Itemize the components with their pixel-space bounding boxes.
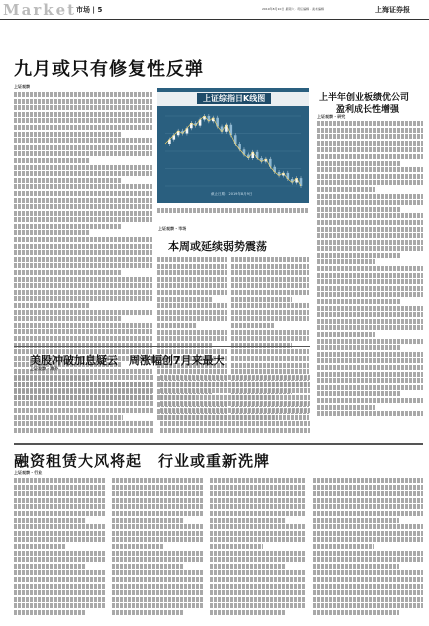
text-line <box>317 378 423 383</box>
section-name: 市场 | 5 <box>76 6 103 14</box>
text-line <box>112 511 204 516</box>
text-line <box>317 299 400 304</box>
text-line <box>313 590 423 595</box>
text-line <box>112 610 184 615</box>
text-line <box>317 332 375 337</box>
text-line <box>210 590 306 595</box>
text-line <box>160 401 310 406</box>
text-line <box>14 603 106 608</box>
text-line <box>317 207 400 212</box>
text-line <box>112 590 204 595</box>
text-line <box>14 171 152 176</box>
text-line <box>112 531 204 536</box>
text-line <box>14 408 154 413</box>
text-line <box>14 590 106 595</box>
text-line <box>231 270 309 275</box>
text-line <box>14 610 86 615</box>
text-line <box>313 498 423 503</box>
text-line <box>14 382 154 387</box>
text-line <box>210 551 306 556</box>
text-line <box>317 398 423 403</box>
text-line <box>14 524 106 529</box>
text-line <box>313 537 423 542</box>
text-line <box>210 504 306 509</box>
text-line <box>14 557 106 562</box>
text-line <box>14 421 154 426</box>
text-line <box>231 356 309 361</box>
text-line <box>210 478 306 483</box>
lead-byline: 上证观察 <box>14 84 30 89</box>
text-line <box>14 303 90 308</box>
text-line <box>14 544 65 549</box>
text-line <box>313 531 423 536</box>
text-line <box>14 551 106 556</box>
text-line <box>160 382 310 387</box>
story2-headline: 本周或延续弱势震荡 <box>168 240 267 253</box>
text-line <box>210 498 306 503</box>
text-line <box>157 330 227 335</box>
text-line <box>14 230 90 235</box>
text-line <box>112 491 204 496</box>
story3-byline: 上证观察 · 海外 <box>30 366 59 371</box>
text-line <box>14 491 106 496</box>
text-line <box>112 498 204 503</box>
text-line <box>157 310 227 315</box>
text-line <box>317 325 423 330</box>
text-line <box>313 491 423 496</box>
text-line <box>14 204 152 209</box>
text-line <box>210 597 306 602</box>
text-line <box>14 316 122 321</box>
text-line <box>210 485 306 490</box>
text-line <box>317 385 423 390</box>
text-line <box>231 363 309 368</box>
text-line <box>14 145 152 150</box>
story4-body-b <box>112 478 204 618</box>
text-line <box>14 263 152 268</box>
story3-body-a <box>14 375 154 435</box>
text-line <box>313 557 423 562</box>
text-line <box>317 273 423 278</box>
text-line <box>157 264 227 269</box>
text-line <box>317 279 423 284</box>
text-line <box>231 330 309 335</box>
text-line <box>210 531 306 536</box>
text-line <box>14 105 152 110</box>
text-line <box>14 270 122 275</box>
text-line <box>231 349 309 354</box>
text-line <box>112 551 204 556</box>
text-line <box>157 303 227 308</box>
text-line <box>157 323 196 328</box>
text-line <box>14 504 106 509</box>
text-line <box>317 306 423 311</box>
text-line <box>317 134 423 139</box>
text-line <box>157 369 227 374</box>
text-line <box>112 584 204 589</box>
text-line <box>14 99 152 104</box>
story2-byline: 上证观察 · 市场 <box>158 226 187 231</box>
text-line <box>14 151 152 156</box>
text-line <box>14 178 122 183</box>
text-line <box>14 118 152 123</box>
text-line <box>231 336 309 341</box>
text-line <box>157 277 227 282</box>
story4-body-c <box>210 478 306 618</box>
text-line <box>14 577 106 582</box>
date-line: 2019年8月10日 星期六 · 责任编辑 · 美术编辑 <box>262 7 325 11</box>
text-line <box>157 297 212 302</box>
text-line <box>313 603 423 608</box>
text-line <box>160 388 310 393</box>
text-line <box>14 329 152 334</box>
divider-bottom <box>14 443 423 445</box>
text-line <box>14 296 152 301</box>
text-line <box>14 415 123 420</box>
text-line <box>112 597 204 602</box>
text-line <box>317 266 423 271</box>
text-line <box>317 233 423 238</box>
story4-headline: 融资租赁大风将起 行业或重新洗牌 <box>14 452 271 470</box>
text-line <box>317 187 375 192</box>
text-line <box>313 478 423 483</box>
text-line <box>14 570 106 575</box>
index-chart <box>157 88 309 203</box>
text-line <box>112 564 184 569</box>
story4-body-a <box>14 478 106 618</box>
text-line <box>112 485 204 490</box>
text-line <box>210 518 285 523</box>
text-line <box>313 518 399 523</box>
text-line <box>157 283 227 288</box>
text-line <box>231 310 309 315</box>
text-line <box>231 297 292 302</box>
text-line <box>313 544 374 549</box>
text-line <box>14 132 122 137</box>
text-line <box>231 283 309 288</box>
text-line <box>14 224 122 229</box>
text-line <box>313 504 423 509</box>
text-line <box>210 557 306 562</box>
text-line <box>313 485 423 490</box>
text-line <box>14 92 152 97</box>
text-line <box>14 250 152 255</box>
text-line <box>14 198 152 203</box>
text-line <box>112 478 204 483</box>
story3-headline: 美股冲破加息疑云 周涨幅创7月来最大 <box>30 354 225 367</box>
text-line <box>317 161 400 166</box>
text-line <box>14 531 106 536</box>
text-line <box>210 584 306 589</box>
text-line <box>14 537 106 542</box>
text-line <box>210 524 306 529</box>
text-line <box>317 194 423 199</box>
text-line <box>317 372 423 377</box>
text-line <box>317 358 423 363</box>
text-line <box>317 240 423 245</box>
text-line <box>313 570 423 575</box>
text-line <box>160 421 310 426</box>
divider <box>14 346 310 347</box>
text-line <box>317 411 423 416</box>
text-line <box>317 259 375 264</box>
text-line <box>317 180 423 185</box>
text-line <box>14 277 152 282</box>
text-line <box>231 316 309 321</box>
page-header <box>0 0 429 20</box>
text-line <box>317 253 400 258</box>
text-line <box>160 428 310 433</box>
text-line <box>14 485 106 490</box>
text-line <box>112 603 204 608</box>
text-line <box>14 518 86 523</box>
text-line <box>14 323 152 328</box>
text-line <box>14 191 152 196</box>
text-line <box>14 498 106 503</box>
text-line <box>317 227 423 232</box>
text-line <box>14 184 152 189</box>
right-headline-1: 上半年创业板绩优公司 <box>319 93 410 103</box>
text-line <box>210 491 306 496</box>
text-line <box>231 369 309 374</box>
text-line <box>317 339 423 344</box>
text-line <box>231 323 274 328</box>
text-line <box>210 570 306 575</box>
text-line <box>313 511 423 516</box>
text-line <box>231 303 309 308</box>
text-line <box>157 290 227 295</box>
text-line <box>313 524 423 529</box>
story4-byline: 上证观察 · 行业 <box>14 470 43 475</box>
text-line <box>14 165 152 170</box>
text-line <box>210 610 285 615</box>
text-line <box>14 125 152 130</box>
paper-name: 上海证券报 <box>375 5 410 14</box>
right-headline-2: 盈利成长性增强 <box>336 105 400 115</box>
text-line <box>231 264 309 269</box>
text-line <box>14 237 152 242</box>
text-line <box>14 395 154 400</box>
text-line <box>317 167 423 172</box>
text-line <box>313 564 399 569</box>
text-line <box>317 200 423 205</box>
text-line <box>210 603 306 608</box>
text-line <box>317 319 423 324</box>
text-line <box>160 415 277 420</box>
text-line <box>317 220 423 225</box>
chart-title: 上证综指日K线图 <box>197 93 271 104</box>
section-letters: Market <box>3 1 77 19</box>
text-line <box>317 391 400 396</box>
text-line <box>313 584 423 589</box>
text-line <box>112 524 204 529</box>
text-line <box>231 257 309 262</box>
text-line <box>317 365 423 370</box>
text-line <box>210 564 285 569</box>
text-line <box>14 564 86 569</box>
text-line <box>14 401 154 406</box>
text-line <box>14 112 152 117</box>
text-line <box>317 246 423 251</box>
text-line <box>14 511 106 516</box>
text-line <box>313 577 423 582</box>
text-line <box>313 610 399 615</box>
text-line <box>160 375 310 380</box>
text-line <box>157 316 227 321</box>
text-line <box>210 577 306 582</box>
text-line <box>14 244 152 249</box>
text-line <box>112 557 204 562</box>
text-line <box>317 147 423 152</box>
text-line <box>317 213 423 218</box>
text-line <box>157 257 227 262</box>
text-line <box>317 345 400 350</box>
text-line <box>14 336 152 341</box>
text-line <box>231 277 309 282</box>
text-line <box>317 121 423 126</box>
text-line <box>157 270 227 275</box>
text-line <box>112 504 204 509</box>
text-line <box>313 597 423 602</box>
text-line <box>317 128 423 133</box>
text-line <box>317 312 423 317</box>
story3-body-b <box>160 375 310 435</box>
text-line <box>14 597 106 602</box>
text-line <box>317 174 423 179</box>
text-line <box>157 336 227 341</box>
text-line <box>112 518 184 523</box>
text-line <box>210 537 306 542</box>
right-body <box>317 121 423 421</box>
text-line <box>14 217 152 222</box>
lead-headline: 九月或只有修复性反弹 <box>14 59 204 80</box>
text-line <box>14 584 106 589</box>
text-line <box>14 283 152 288</box>
text-line <box>210 544 263 549</box>
chart-note-body <box>157 208 309 219</box>
story4-body-d <box>313 478 423 618</box>
text-line <box>14 138 152 143</box>
text-line <box>313 551 423 556</box>
text-line <box>14 478 106 483</box>
text-line <box>157 208 309 213</box>
text-line <box>317 141 423 146</box>
text-line <box>210 511 306 516</box>
text-line <box>112 537 204 542</box>
text-line <box>14 428 154 433</box>
text-line <box>14 290 152 295</box>
right-byline: 上证观察 · 研究 <box>317 114 346 119</box>
text-line <box>112 544 163 549</box>
text-line <box>14 310 152 315</box>
text-line <box>317 352 423 357</box>
text-line <box>14 388 154 393</box>
chart-caption: 截止日期：2019年8月9日 <box>211 192 253 196</box>
text-line <box>317 154 423 159</box>
text-line <box>14 257 152 262</box>
text-line <box>14 158 90 163</box>
text-line <box>14 375 154 380</box>
text-line <box>112 577 204 582</box>
text-line <box>317 405 375 410</box>
text-line <box>231 290 309 295</box>
text-line <box>14 211 152 216</box>
text-line <box>160 408 310 413</box>
text-line <box>160 395 310 400</box>
text-line <box>317 292 423 297</box>
text-line <box>317 286 423 291</box>
text-line <box>112 570 204 575</box>
